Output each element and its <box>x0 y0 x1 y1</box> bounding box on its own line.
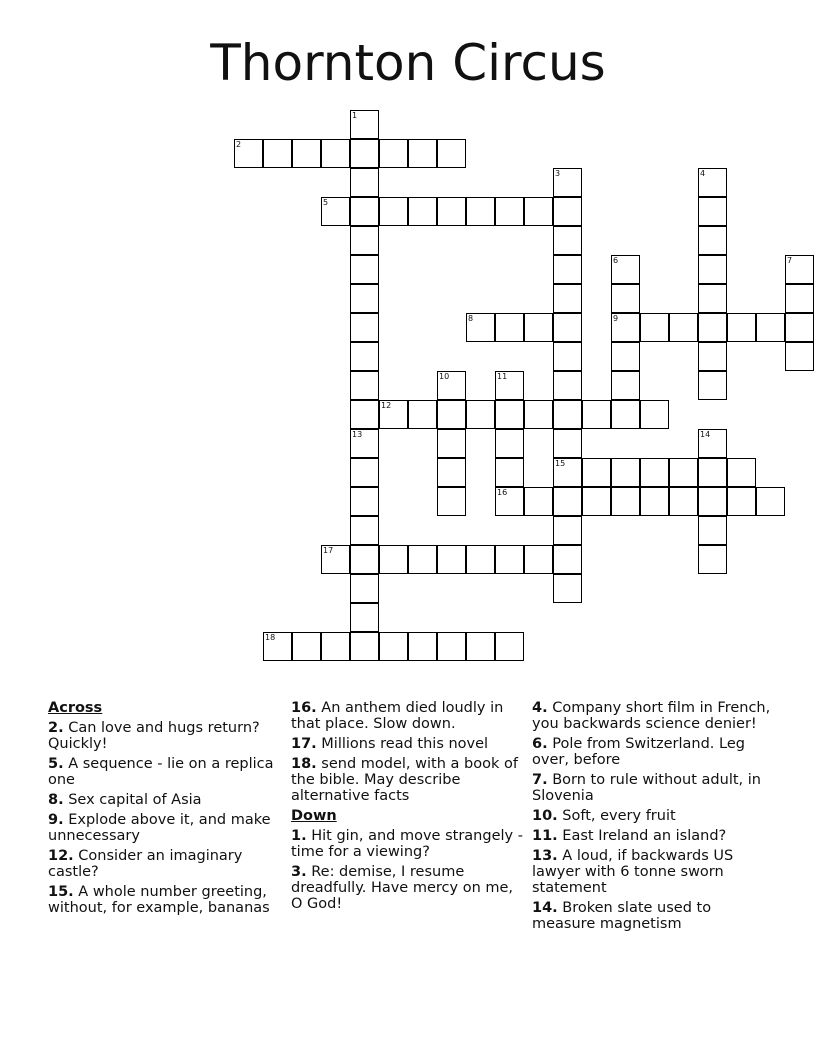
grid-cell[interactable] <box>524 197 553 226</box>
grid-cell[interactable] <box>611 313 640 342</box>
grid-cell[interactable] <box>727 313 756 342</box>
grid-cell[interactable] <box>350 458 379 487</box>
clue-item-number: 14. <box>532 900 558 916</box>
grid-cell[interactable] <box>640 458 669 487</box>
clue-column-1 <box>48 700 288 920</box>
grid-cell[interactable] <box>321 632 350 661</box>
clue-item-text: Millions read this novel <box>321 736 489 752</box>
grid-cell[interactable] <box>669 313 698 342</box>
grid-cell[interactable] <box>640 487 669 516</box>
grid-cell[interactable] <box>698 226 727 255</box>
clue-number: 12 <box>381 401 392 410</box>
grid-cell[interactable] <box>582 487 611 516</box>
clue-item-text: Re: demise, I resume dreadfully. Have mercy on me, O God! <box>291 864 514 912</box>
grid-cell[interactable] <box>234 139 263 168</box>
grid-cell[interactable] <box>611 487 640 516</box>
grid-cell[interactable] <box>292 139 321 168</box>
grid-cell[interactable] <box>553 342 582 371</box>
grid-cell[interactable] <box>582 458 611 487</box>
clue-item-text: Explode above it, and make unnecessary <box>48 812 271 844</box>
grid-cell[interactable] <box>350 313 379 342</box>
grid-cell[interactable] <box>321 197 350 226</box>
grid-cell[interactable] <box>437 429 466 458</box>
grid-cell[interactable] <box>408 545 437 574</box>
grid-cell[interactable] <box>669 458 698 487</box>
clue-item-number: 18. <box>291 756 317 772</box>
grid-cell[interactable] <box>553 197 582 226</box>
grid-cell[interactable] <box>408 139 437 168</box>
clue-item-text: Hit gin, and move strangely - time for a viewing? <box>291 828 523 860</box>
clue-item <box>532 772 772 804</box>
grid-cell[interactable] <box>727 487 756 516</box>
grid-cell[interactable] <box>350 342 379 371</box>
grid-cell[interactable] <box>350 226 379 255</box>
grid-cell[interactable] <box>611 371 640 400</box>
grid-cell[interactable] <box>524 400 553 429</box>
grid-cell[interactable] <box>437 487 466 516</box>
grid-cell[interactable] <box>408 197 437 226</box>
clue-item-text: Born to rule without adult, in Slovenia <box>532 772 761 804</box>
clue-number: 2 <box>236 140 242 149</box>
grid-cell[interactable] <box>350 371 379 400</box>
clue-item-text: Sex capital of Asia <box>68 792 202 808</box>
grid-cell[interactable] <box>495 545 524 574</box>
grid-cell[interactable] <box>698 487 727 516</box>
grid-cell[interactable] <box>611 284 640 313</box>
grid-cell[interactable] <box>524 487 553 516</box>
grid-cell[interactable] <box>292 632 321 661</box>
clue-item <box>532 700 772 732</box>
clue-number: 16 <box>497 488 508 497</box>
grid-cell[interactable] <box>495 429 524 458</box>
grid-cell[interactable] <box>553 168 582 197</box>
grid-cell[interactable] <box>553 458 582 487</box>
clue-item <box>48 884 288 916</box>
grid-cell[interactable] <box>553 313 582 342</box>
grid-cell[interactable] <box>263 139 292 168</box>
grid-cell[interactable] <box>350 516 379 545</box>
clue-number: 5 <box>323 198 329 207</box>
clue-item <box>291 864 526 912</box>
grid-cell[interactable] <box>698 342 727 371</box>
clue-item-number: 11. <box>532 828 558 844</box>
clue-item-number: 13. <box>532 848 558 864</box>
grid-cell[interactable] <box>640 313 669 342</box>
clue-item-text: East Ireland an island? <box>562 828 727 844</box>
grid-cell[interactable] <box>524 545 553 574</box>
grid-cell[interactable] <box>350 574 379 603</box>
grid-cell[interactable] <box>785 284 814 313</box>
grid-cell[interactable] <box>727 458 756 487</box>
grid-cell[interactable] <box>379 400 408 429</box>
clue-item <box>532 736 772 768</box>
grid-cell[interactable] <box>785 313 814 342</box>
grid-cell[interactable] <box>495 632 524 661</box>
grid-cell[interactable] <box>553 284 582 313</box>
grid-cell[interactable] <box>553 226 582 255</box>
clue-item-number: 16. <box>291 700 317 716</box>
grid-cell[interactable] <box>350 487 379 516</box>
grid-cell[interactable] <box>379 632 408 661</box>
clue-item <box>48 812 288 844</box>
grid-cell[interactable] <box>350 603 379 632</box>
clue-number: 6 <box>613 256 619 265</box>
grid-cell[interactable] <box>350 400 379 429</box>
grid-cell[interactable] <box>408 632 437 661</box>
grid-cell[interactable] <box>698 197 727 226</box>
grid-cell[interactable] <box>350 429 379 458</box>
clue-number: 4 <box>700 169 706 178</box>
grid-cell[interactable] <box>698 313 727 342</box>
clue-item <box>532 808 772 824</box>
clue-number: 10 <box>439 372 450 381</box>
grid-cell[interactable] <box>553 429 582 458</box>
grid-cell[interactable] <box>495 400 524 429</box>
grid-cell[interactable] <box>495 313 524 342</box>
clue-item <box>291 700 526 732</box>
grid-cell[interactable] <box>669 487 698 516</box>
clue-number: 17 <box>323 546 334 555</box>
grid-cell[interactable] <box>466 400 495 429</box>
grid-cell[interactable] <box>495 458 524 487</box>
grid-cell[interactable] <box>263 632 292 661</box>
grid-cell[interactable] <box>698 284 727 313</box>
grid-cell[interactable] <box>553 574 582 603</box>
grid-cell[interactable] <box>350 632 379 661</box>
clue-column-3 <box>532 700 772 936</box>
clue-item-number: 4. <box>532 700 548 716</box>
grid-cell[interactable] <box>437 458 466 487</box>
clue-item-text: Can love and hugs return? Quickly! <box>48 720 260 752</box>
grid-cell[interactable] <box>321 139 350 168</box>
clue-item <box>48 792 288 808</box>
clue-item <box>532 828 772 844</box>
clue-number: 13 <box>352 430 363 439</box>
grid-cell[interactable] <box>350 168 379 197</box>
clue-item-number: 9. <box>48 812 64 828</box>
clue-item-number: 8. <box>48 792 64 808</box>
grid-cell[interactable] <box>379 197 408 226</box>
clue-item-text: Soft, every fruit <box>562 808 676 824</box>
grid-cell[interactable] <box>756 313 785 342</box>
grid-cell[interactable] <box>553 545 582 574</box>
grid-cell[interactable] <box>437 139 466 168</box>
grid-cell[interactable] <box>466 545 495 574</box>
clue-item <box>532 848 772 896</box>
grid-cell[interactable] <box>437 197 466 226</box>
clue-number: 7 <box>787 256 793 265</box>
grid-cell[interactable] <box>698 516 727 545</box>
grid-cell[interactable] <box>698 458 727 487</box>
grid-cell[interactable] <box>437 545 466 574</box>
clue-column-2 <box>291 700 526 916</box>
clue-item <box>532 900 772 932</box>
clue-item-text: send model, with a book of the bible. May describe alternative facts <box>291 756 518 804</box>
grid-cell[interactable] <box>785 255 814 284</box>
grid-cell[interactable] <box>640 400 669 429</box>
clue-number: 3 <box>555 169 561 178</box>
grid-cell[interactable] <box>553 516 582 545</box>
clue-item-number: 7. <box>532 772 548 788</box>
clue-item <box>48 848 288 880</box>
clue-item-number: 1. <box>291 828 307 844</box>
clue-item <box>48 720 288 752</box>
clue-item-number: 12. <box>48 848 74 864</box>
clue-number: 8 <box>468 314 474 323</box>
grid-cell[interactable] <box>524 313 553 342</box>
grid-cell[interactable] <box>698 168 727 197</box>
clue-item-number: 3. <box>291 864 307 880</box>
grid-cell[interactable] <box>379 545 408 574</box>
grid-cell[interactable] <box>698 371 727 400</box>
grid-cell[interactable] <box>466 313 495 342</box>
grid-cell[interactable] <box>350 139 379 168</box>
grid-cell[interactable] <box>350 110 379 139</box>
grid-cell[interactable] <box>553 371 582 400</box>
grid-cell[interactable] <box>698 545 727 574</box>
clue-number: 11 <box>497 372 508 381</box>
grid-cell[interactable] <box>698 429 727 458</box>
grid-cell[interactable] <box>495 371 524 400</box>
grid-cell[interactable] <box>437 632 466 661</box>
clue-item-text: A loud, if backwards US lawyer with 6 tonne sworn statement <box>532 848 734 896</box>
grid-cell[interactable] <box>553 255 582 284</box>
clue-item-number: 5. <box>48 756 64 772</box>
clue-item <box>291 828 526 860</box>
grid-cell[interactable] <box>350 255 379 284</box>
clue-number: 15 <box>555 459 566 468</box>
grid-cell[interactable] <box>466 197 495 226</box>
clue-number: 14 <box>700 430 711 439</box>
clue-item-text: A sequence - lie on a replica one <box>48 756 274 788</box>
grid-cell[interactable] <box>553 400 582 429</box>
grid-cell[interactable] <box>466 632 495 661</box>
grid-cell[interactable] <box>611 458 640 487</box>
grid-cell[interactable] <box>437 371 466 400</box>
grid-cell[interactable] <box>495 487 524 516</box>
grid-cell[interactable] <box>350 545 379 574</box>
clue-item <box>48 756 288 788</box>
clue-number: 18 <box>265 633 276 642</box>
grid-cell[interactable] <box>611 400 640 429</box>
grid-cell[interactable] <box>379 139 408 168</box>
clue-item-text: An anthem died loudly in that place. Slow down. <box>291 700 504 732</box>
clue-item <box>291 756 526 804</box>
grid-cell[interactable] <box>785 342 814 371</box>
grid-cell[interactable] <box>611 342 640 371</box>
clue-item-number: 10. <box>532 808 558 824</box>
puzzle-title: Thornton Circus <box>210 34 606 92</box>
clue-item-number: 2. <box>48 720 64 736</box>
grid-cell[interactable] <box>437 400 466 429</box>
clue-item-text: Broken slate used to measure magnetism <box>532 900 712 932</box>
clue-item-text: Company short film in French, you backwards science denier! <box>532 700 771 732</box>
grid-cell[interactable] <box>553 487 582 516</box>
grid-cell[interactable] <box>756 487 785 516</box>
grid-cell[interactable] <box>495 197 524 226</box>
clue-item-text: Pole from Switzerland. Leg over, before <box>532 736 745 768</box>
grid-cell[interactable] <box>611 255 640 284</box>
grid-cell[interactable] <box>350 197 379 226</box>
clue-item-text: A whole number greeting, without, for example, bananas <box>48 884 270 916</box>
grid-cell[interactable] <box>350 284 379 313</box>
grid-cell[interactable] <box>408 400 437 429</box>
clue-item-number: 15. <box>48 884 74 900</box>
grid-cell[interactable] <box>698 255 727 284</box>
clue-number: 1 <box>352 111 358 120</box>
clue-item-number: 6. <box>532 736 548 752</box>
down-heading: Down <box>291 808 337 824</box>
clue-item <box>291 736 526 752</box>
grid-cell[interactable] <box>582 400 611 429</box>
clue-item-number: 17. <box>291 736 317 752</box>
across-heading: Across <box>48 700 103 716</box>
clue-number: 9 <box>613 314 619 323</box>
grid-cell[interactable] <box>321 545 350 574</box>
clue-item-text: Consider an imaginary castle? <box>48 848 243 880</box>
